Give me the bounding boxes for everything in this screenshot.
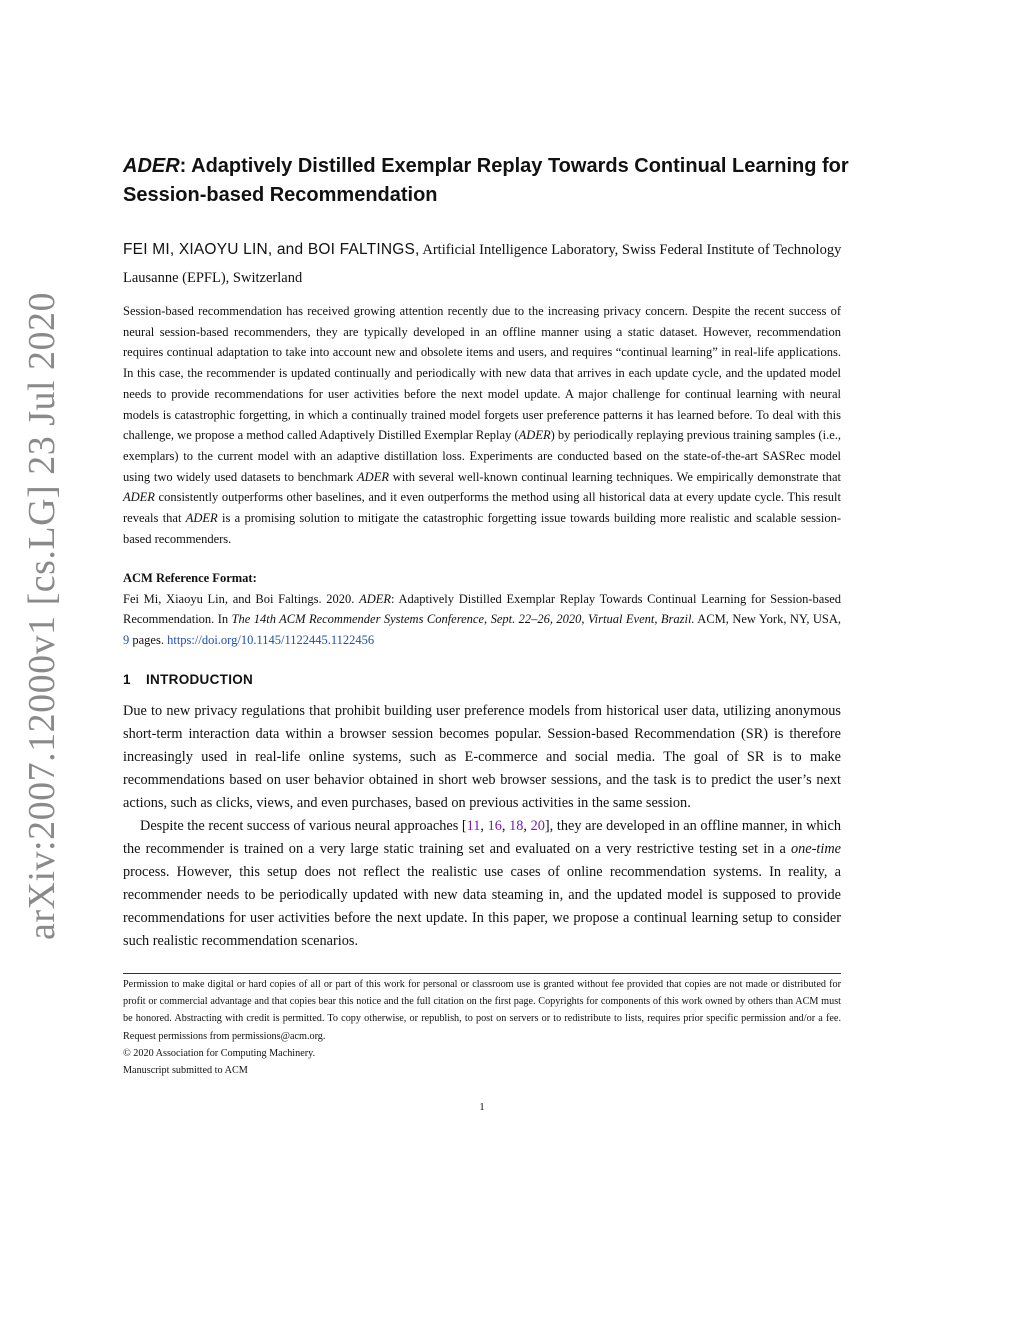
paragraph-text: process. However, this setup does not reflect the realistic use cases of online recommendation systems. In reality, a recommender needs to be periodically updated with new data steaming in, and the updated model is supposed to provide recommendations for user activities before the next update. In this paper, we propose a continual learning setup to consider such realistic recommendation scenarios. <box>123 864 841 949</box>
permission-notice: Permission to make digital or hard copies of all or part of this work for personal or classroom use is granted without fee provided that copies are not made or distributed for profit or commercial advantage and that copies bear this notice and the full citation on the first page. Copyrights for components of this work owned by others than ACM must be honored. Abstracting with credit is permitted. To copy otherwise, or republish, to post on servers or to redistribute to lists, requires prior specific permission and/or a fee. Request permissions from permissions@acm.org. <box>123 979 841 1042</box>
abstract-emphasis: ADER <box>518 428 551 443</box>
abstract-emphasis: ADER <box>123 490 155 505</box>
title-text: : Adaptively Distilled Exemplar Replay Towards Continual Learning for Session-based Recommendation <box>123 155 849 206</box>
page-number: 1 <box>479 1101 485 1113</box>
reference-text: : Adaptively Distilled Exemplar Replay Towards Continual Learning for Session-based Recommendation. In <box>123 591 841 627</box>
abstract-text: consistently outperforms other baselines, and it even outperforms the method using all historical data at every update cycle. This result reveals that <box>123 490 841 526</box>
section-number: 1 <box>123 672 131 687</box>
citation-link[interactable]: 11 <box>466 818 481 834</box>
reference-venue: The 14th ACM Recommender Systems Conference, Sept. 22–26, 2020, Virtual Event, Brazil. <box>231 612 695 627</box>
page-count-link[interactable]: 9 <box>123 633 130 648</box>
paper-title <box>123 152 863 210</box>
abstract-text: with several well-known continual learning techniques. We empirically demonstrate that <box>388 469 841 484</box>
citation-link[interactable]: 20 <box>530 818 545 834</box>
paragraph-text: Despite the recent success of various neural approaches [ <box>140 818 467 834</box>
intro-paragraph-2: Despite the recent success of various neural approaches [11, 16, 18, 20], they are developed in an offline manner, in which the recommender is trained on a very large static training set and evaluated on a very restrictive testing set in a one-time process. However, this setup does not reflect the realistic use cases of online recommendation systems. In reality, a recommender needs to be periodically updated with new data steaming in, and the updated model is supposed to provide recommendations for user activities before the next update. In this paper, we propose a continual learning setup to consider such realistic recommendation scenarios. <box>123 818 842 949</box>
section-heading <box>123 672 841 687</box>
reference-text: pages. <box>129 633 168 648</box>
introduction-body <box>123 700 841 953</box>
paragraph-emphasis: one-time <box>790 841 841 857</box>
reference-emphasis: ADER <box>359 591 392 606</box>
citation-link[interactable]: 16 <box>487 818 502 834</box>
copyright-notice: © 2020 Association for Computing Machinery. <box>123 1047 316 1059</box>
citation-link[interactable]: 18 <box>509 818 524 834</box>
abstract <box>123 301 841 549</box>
reference-text: ACM, New York, NY, USA, <box>694 612 841 627</box>
abstract-emphasis: ADER <box>185 511 218 526</box>
author-names: FEI MI, XIAOYU LIN, and BOI FALTINGS, <box>123 241 420 258</box>
abstract-text: ) by periodically replaying previous training samples (i.e., exemplars) to the current model with an adaptive distillation loss. Experiments are conducted based on the state-of-the-art SASRec model using two widely used datasets to benchmark <box>123 428 841 484</box>
intro-paragraph-1: Due to new privacy regulations that prohibit building user preference models from historical user data, utilizing anonymous short-term interaction data within a browser session becomes popular. Session-based Recommendation (SR) is therefore increasingly used in real-life online systems, such as E-commerce and social media. The goal of SR is to make recommendations based on user behavior obtained in short web browser sessions, and the task is to predict the user’s next actions, such as clicks, views, and even purchases, based on previous activities in the same session. <box>123 703 841 811</box>
section-title: INTRODUCTION <box>146 672 254 687</box>
abstract-text: Session-based recommendation has received growing attention recently due to the increasing privacy concern. Despite the recent success of neural session-based recommenders, they are typically developed in an offline manner using a static dataset. However, recommendation requires continual adaptation to take into account new and obsolete items and users, and requires “continual learning” in real-life applications. In this case, the recommender is updated continually and periodically with new data that arrives in each update cycle, and the updated model needs to provide recommendations for user activities before the next model update. A major challenge for continual learning with neural models is catastrophic forgetting, in which a continually trained model forgets user preference patterns it has learned before. To deal with this challenge, we propose a method called Adaptively Distilled Exemplar Replay ( <box>123 304 841 443</box>
acm-reference-format <box>123 568 841 651</box>
footnote <box>123 976 841 1079</box>
title-acronym: ADER <box>123 155 180 177</box>
footnote-divider <box>123 973 841 974</box>
reference-text: Fei Mi, Xiaoyu Lin, and Boi Faltings. 2020. <box>123 591 360 606</box>
author-block <box>123 236 843 292</box>
abstract-emphasis: ADER <box>357 469 389 484</box>
arxiv-identifier-stamp[interactable]: arXiv:2007.12000v1 [cs.LG] 23 Jul 2020 <box>21 291 63 940</box>
author-affiliation: Artificial Intelligence Laboratory, Swiss Federal Institute of Technology Lausanne (EPFL), Switzerland <box>123 242 842 286</box>
acm-reference-heading: ACM Reference Format: <box>123 571 257 585</box>
doi-link[interactable]: https://doi.org/10.1145/1122445.1122456 <box>167 633 375 648</box>
abstract-text: is a promising solution to mitigate the catastrophic forgetting issue towards building more realistic and scalable session-based recommenders. <box>123 511 842 546</box>
paragraph-text: ], they are developed in an offline manner, in which the recommender is trained on a very large static training set and evaluated on a very restrictive testing set in a <box>123 818 842 857</box>
manuscript-notice: Manuscript submitted to ACM <box>123 1065 248 1077</box>
